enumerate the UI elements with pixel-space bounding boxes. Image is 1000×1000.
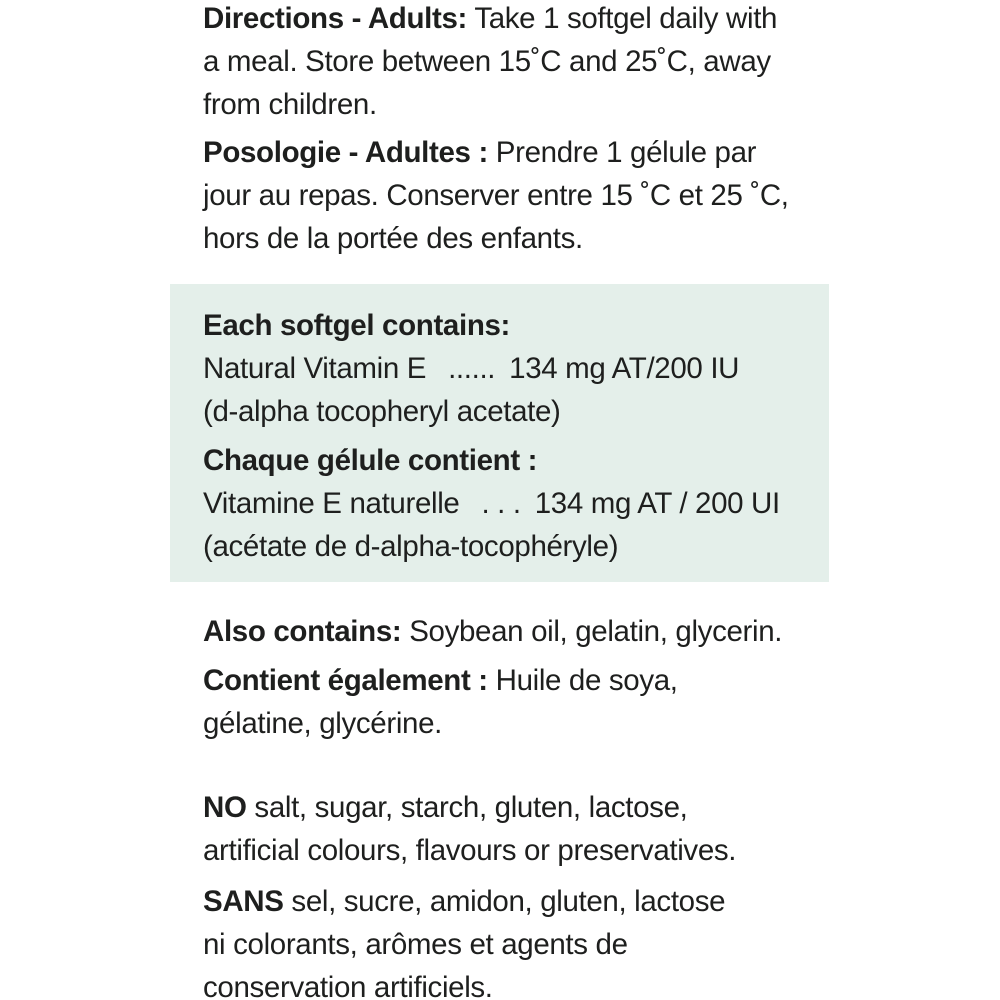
- also-contains-en-line-1: Also contains: Soybean oil, gelatin, glycerin.: [203, 615, 783, 648]
- also-contains-fr-line-2: gélatine, glycérine.: [203, 707, 442, 740]
- free-of-fr-line-2: ni colorants, arômes et agents de: [203, 928, 628, 961]
- contents-fr-heading: Chaque gélule contient :: [203, 444, 538, 477]
- contents-fr-ingredient-row: [203, 482, 780, 525]
- contents-en-leader-dots: ......: [448, 352, 496, 385]
- directions-fr-label: Posologie - Adultes :: [203, 136, 488, 169]
- contents-en-detail: (d-alpha tocopheryl acetate): [203, 395, 561, 428]
- also-contains-fr: [203, 659, 678, 745]
- free-of-fr-label: SANS: [203, 885, 284, 918]
- free-of-fr-line-1: SANS sel, sucre, amidon, gluten, lactose: [203, 885, 726, 918]
- directions-en-line-2: a meal. Store between 15˚C and 25˚C, away: [203, 45, 771, 78]
- free-of-en-line-1: NO salt, sugar, starch, gluten, lactose,: [203, 791, 688, 824]
- directions-fr-line-3: hors de la portée des enfants.: [203, 222, 583, 255]
- free-of-en-line-2: artificial colours, flavours or preservatives.: [203, 834, 737, 867]
- directions-fr-line-2: jour au repas. Conserver entre 15 ˚C et 25 ˚C,: [203, 179, 789, 212]
- contents-en-ingredient-row: [203, 347, 739, 390]
- free-of-fr: [203, 880, 725, 1000]
- contents-fr-leader-dots: . . .: [481, 487, 521, 520]
- contents-fr-ingredient: Vitamine E naturelle: [203, 487, 460, 520]
- free-of-en-label: NO: [203, 791, 247, 824]
- contents-en-amount: 134 mg AT/200 IU: [509, 352, 740, 385]
- directions-fr: [203, 131, 789, 260]
- contents-panel: [170, 284, 829, 582]
- free-of-fr-line-3: conservation artificiels.: [203, 971, 493, 1000]
- also-contains-fr-label: Contient également :: [203, 664, 488, 697]
- contents-en-ingredient: Natural Vitamin E: [203, 352, 427, 385]
- free-of-en: [203, 786, 736, 872]
- directions-fr-line-1: Posologie - Adultes : Prendre 1 gélule par: [203, 136, 757, 169]
- contents-fr-amount: 134 mg AT / 200 UI: [534, 487, 780, 520]
- also-contains-en-label: Also contains:: [203, 615, 402, 648]
- contents-en-heading: Each softgel contains:: [203, 309, 511, 342]
- directions-en-line-3: from children.: [203, 88, 377, 121]
- also-contains-en: [203, 610, 782, 653]
- directions-en: [203, 0, 777, 126]
- contents-fr-detail: (acétate de d-alpha-tocophéryle): [203, 530, 619, 563]
- also-contains-fr-line-1: Contient également : Huile de soya,: [203, 664, 678, 697]
- directions-en-line-1: Directions - Adults: Take 1 softgel daily with: [203, 2, 778, 35]
- directions-en-label: Directions - Adults:: [203, 2, 467, 35]
